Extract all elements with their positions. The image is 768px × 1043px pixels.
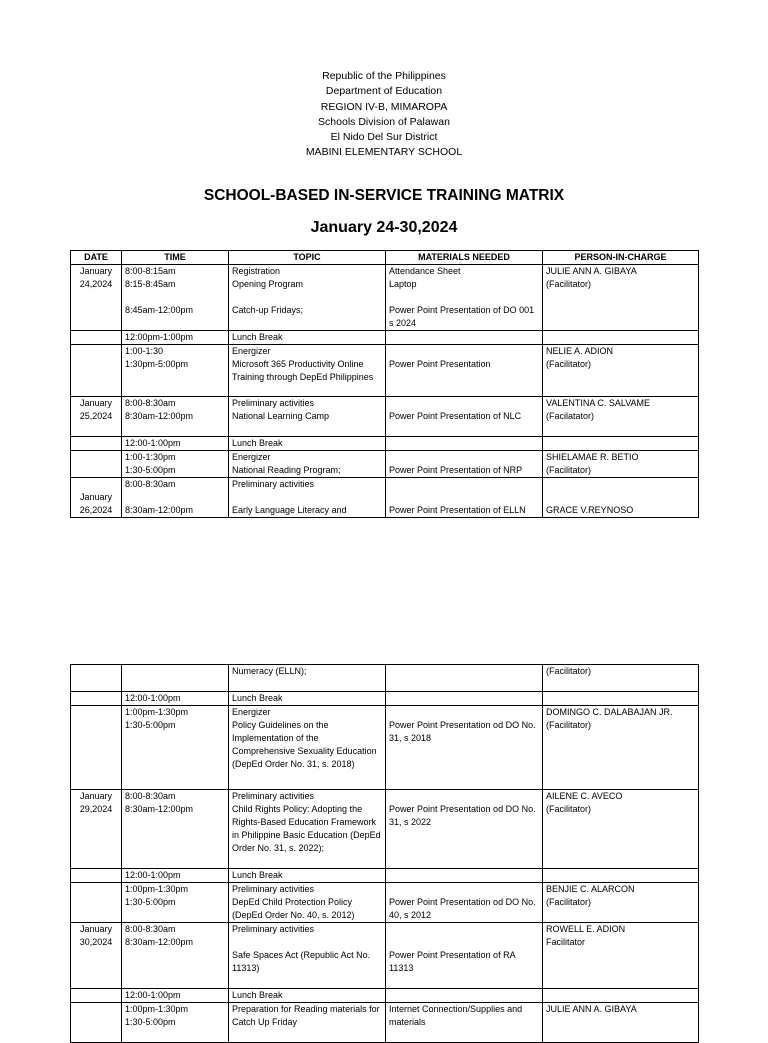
table-row <box>71 665 699 692</box>
cell-topic: Registration Opening Program Catch-up Fridays; <box>229 265 386 331</box>
cell-time: 8:00-8:30am 8:30am-12:00pm <box>122 790 229 869</box>
cell-materials: Power Point Presentation <box>386 345 543 397</box>
cell-materials <box>386 869 543 883</box>
cell-materials: Power Point Presentation od DO No. 40, s 2012 <box>386 883 543 923</box>
cell-date: January 26,2024 <box>71 478 122 518</box>
cell-date: January 25,2024 <box>71 397 122 437</box>
header-line: MABINI ELEMENTARY SCHOOL <box>305 146 463 159</box>
cell-materials <box>386 437 543 451</box>
cell-person <box>543 989 699 1003</box>
column-header-topic: TOPIC <box>229 251 386 265</box>
cell-topic: Lunch Break <box>229 437 386 451</box>
cell-date <box>71 331 122 345</box>
cell-date <box>71 692 122 706</box>
cell-time: 1:00pm-1:30pm 1:30-5:00pm <box>122 706 229 790</box>
training-matrix-table-continued <box>70 664 699 1043</box>
document-title: SCHOOL-BASED IN-SERVICE TRAINING MATRIX <box>203 187 565 204</box>
cell-person: SHIELAMAE R. BETIO (Facilitator) <box>543 451 699 478</box>
cell-date <box>71 451 122 478</box>
cell-person <box>543 869 699 883</box>
table-row <box>71 437 699 451</box>
table-row <box>71 692 699 706</box>
cell-materials <box>386 331 543 345</box>
cell-person <box>543 331 699 345</box>
cell-time: 12:00-1:00pm <box>122 869 229 883</box>
header-line: REGION IV-B, MIMAROPA <box>320 100 448 113</box>
cell-person <box>543 692 699 706</box>
table-row <box>71 331 699 345</box>
table-row <box>71 923 699 989</box>
table-row <box>71 869 699 883</box>
cell-time: 8:00-8:30am 8:30am-12:00pm <box>122 397 229 437</box>
table-row <box>71 451 699 478</box>
cell-person: BENJIE C. ALARCON (Facilitator) <box>543 883 699 923</box>
table-row <box>71 706 699 790</box>
cell-materials: Power Point Presentation of NLC <box>386 397 543 437</box>
cell-materials <box>386 665 543 692</box>
header-line: Schools Division of Palawan <box>318 115 450 128</box>
cell-date <box>71 345 122 397</box>
cell-time: 1:00-1:30 1:30pm-5:00pm <box>122 345 229 397</box>
cell-topic: Energizer Microsoft 365 Productivity Online Training through DepEd Philippines <box>229 345 386 397</box>
table-row <box>71 397 699 437</box>
header-line: Department of Education <box>325 85 443 98</box>
header-line: El Nido Del Sur District <box>330 131 438 144</box>
table-row <box>71 478 699 518</box>
table-row <box>71 989 699 1003</box>
cell-time: 8:00-8:30am 8:30am-12:00pm <box>122 923 229 989</box>
cell-topic: Preparation for Reading materials for Catch Up Friday <box>229 1003 386 1043</box>
cell-topic: Preliminary activities DepEd Child Protection Policy (DepEd Order No. 40, s. 2012) <box>229 883 386 923</box>
cell-materials: Attendance Sheet Laptop Power Point Presentation of DO 001 s 2024 <box>386 265 543 331</box>
cell-date: January 29,2024 <box>71 790 122 869</box>
cell-topic: Preliminary activities National Learning Camp <box>229 397 386 437</box>
letterhead <box>0 69 768 161</box>
table-row <box>71 790 699 869</box>
cell-date <box>71 706 122 790</box>
cell-person: GRACE V.REYNOSO <box>543 478 699 518</box>
cell-topic: Preliminary activities Early Language Literacy and <box>229 478 386 518</box>
cell-date <box>71 437 122 451</box>
cell-person: JULIE ANN A. GIBAYA <box>543 1003 699 1043</box>
cell-topic: Numeracy (ELLN); <box>229 665 386 692</box>
cell-time: 12:00-1:00pm <box>122 692 229 706</box>
cell-materials: Power Point Presentation of NRP <box>386 451 543 478</box>
cell-time <box>122 665 229 692</box>
cell-time: 12:00pm-1:00pm <box>122 331 229 345</box>
cell-topic: Preliminary activities Safe Spaces Act (Republic Act No. 11313) <box>229 923 386 989</box>
column-header-time: TIME <box>122 251 229 265</box>
cell-topic: Energizer Policy Guidelines on the Implementation of the Comprehensive Sexuality Education (DepEd Order No. 31, s. 2018) <box>229 706 386 790</box>
cell-topic: Energizer National Reading Program; <box>229 451 386 478</box>
cell-person: (Facilitator) <box>543 665 699 692</box>
cell-materials: Power Point Presentation od DO No. 31, s 2022 <box>386 790 543 869</box>
cell-person: ROWELL E. ADION Facilitator <box>543 923 699 989</box>
cell-date: January 24,2024 <box>71 265 122 331</box>
cell-date <box>71 1003 122 1043</box>
table-body <box>71 265 699 518</box>
table-header-row <box>71 251 699 265</box>
cell-person: NELIE A. ADION (Facilitator) <box>543 345 699 397</box>
cell-date <box>71 665 122 692</box>
cell-time: 1:00-1:30pm 1:30-5:00pm <box>122 451 229 478</box>
cell-time: 12:00-1:00pm <box>122 989 229 1003</box>
cell-materials <box>386 692 543 706</box>
cell-materials: Power Point Presentation of ELLN <box>386 478 543 518</box>
cell-topic: Lunch Break <box>229 331 386 345</box>
cell-date: January 30,2024 <box>71 923 122 989</box>
cell-time: 1:00pm-1:30pm 1:30-5:00pm <box>122 1003 229 1043</box>
cell-date <box>71 869 122 883</box>
document-date-range: January 24-30,2024 <box>310 219 458 236</box>
cell-time: 8:00-8:15am 8:15-8:45am 8:45am-12:00pm <box>122 265 229 331</box>
header-line: Republic of the Philippines <box>322 70 446 82</box>
training-matrix-table <box>70 250 699 518</box>
cell-person: VALENTINA C. SALVAME (Facilatator) <box>543 397 699 437</box>
cell-date <box>71 989 122 1003</box>
cell-topic: Lunch Break <box>229 692 386 706</box>
cell-materials: Power Point Presentation of RA 11313 <box>386 923 543 989</box>
cell-materials <box>386 989 543 1003</box>
cell-materials: Power Point Presentation od DO No. 31, s 2018 <box>386 706 543 790</box>
cell-person: AILENE C. AVECO (Facilitator) <box>543 790 699 869</box>
cell-person <box>543 437 699 451</box>
column-header-person: PERSON-IN-CHARGE <box>543 251 699 265</box>
column-header-materials: MATERIALS NEEDED <box>386 251 543 265</box>
cell-topic: Lunch Break <box>229 869 386 883</box>
cell-person: DOMINGO C. DALABAJAN JR. (Facilitator) <box>543 706 699 790</box>
cell-person: JULIE ANN A. GIBAYA (Facilitator) <box>543 265 699 331</box>
cell-time: 1:00pm-1:30pm 1:30-5:00pm <box>122 883 229 923</box>
cell-topic: Preliminary activities Child Rights Policy: Adopting the Rights-Based Education Framework in Philippine Basic Education (DepEd Order No. 31, s. 2022); <box>229 790 386 869</box>
table-row <box>71 345 699 397</box>
cell-time: 8:00-8:30am 8:30am-12:00pm <box>122 478 229 518</box>
table-body <box>71 665 699 1043</box>
cell-topic: Lunch Break <box>229 989 386 1003</box>
column-header-date: DATE <box>71 251 122 265</box>
cell-date <box>71 883 122 923</box>
table-row <box>71 1003 699 1043</box>
table-row <box>71 883 699 923</box>
table-row <box>71 265 699 331</box>
cell-time: 12:00-1:00pm <box>122 437 229 451</box>
cell-materials: Internet Connection/Supplies and materials <box>386 1003 543 1043</box>
